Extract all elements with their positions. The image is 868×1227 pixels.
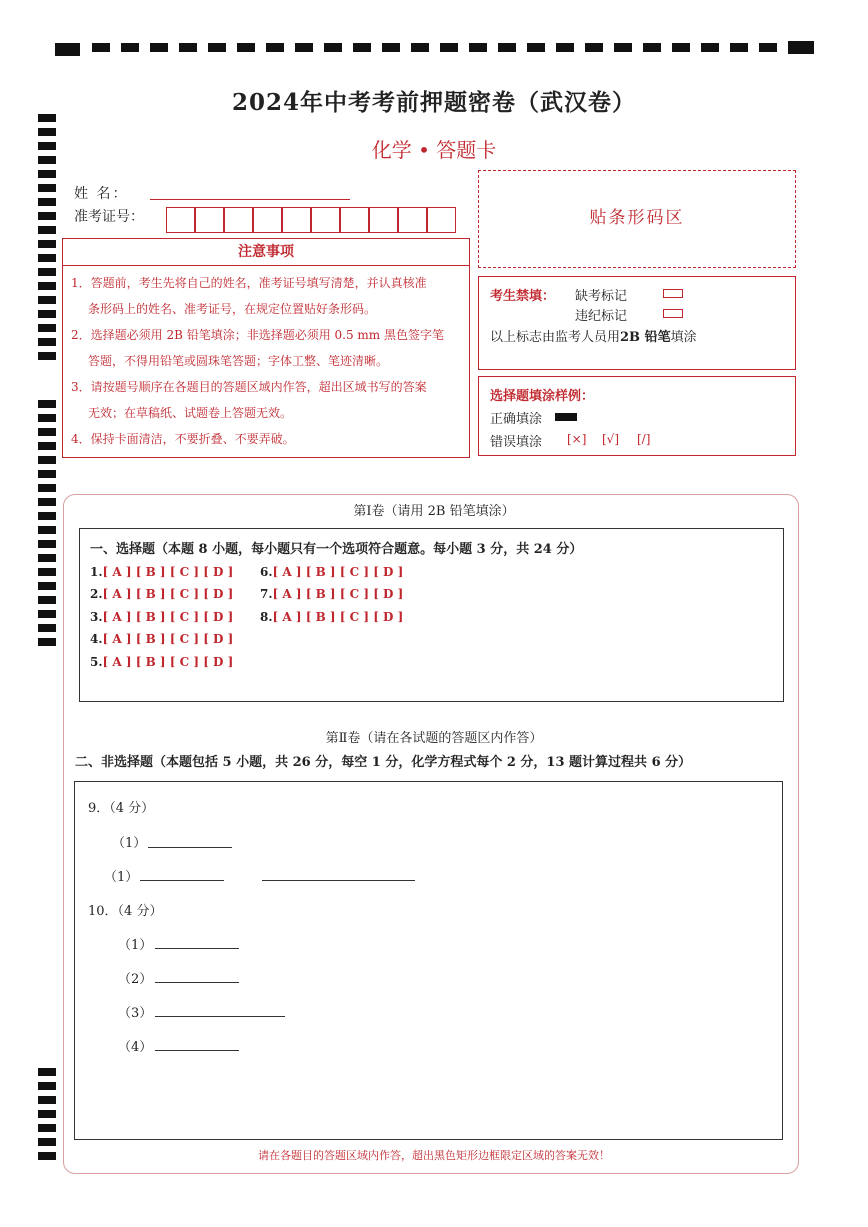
q9-answer-line[interactable] xyxy=(140,880,224,881)
choice-question-5[interactable]: 5.[ A ] [ B ] [ C ] [ D ] xyxy=(90,655,234,669)
examiner-only-box xyxy=(478,276,796,370)
q9-label: 9．（4 分） xyxy=(88,801,155,816)
choice-question-3[interactable]: 3.[ A ] [ B ] [ C ] [ D ] xyxy=(90,610,234,624)
name-field[interactable] xyxy=(150,199,350,200)
violation-mark-label: 违纪标记 xyxy=(575,309,628,324)
q9-answer-line[interactable] xyxy=(148,847,232,848)
fill-sample-box xyxy=(478,376,796,456)
q10-label: 10．（4 分） xyxy=(88,904,163,919)
notice-line: 2．选择题必须用 2B 铅笔填涂；非选择题必须用 0.5 mm 黑色签字笔 xyxy=(71,328,445,342)
notice-line: 4．保持卡面清洁，不要折叠、不要弄破。 xyxy=(71,432,295,446)
notice-line: 1．答题前，考生先将自己的姓名，准考证号填写清楚，并认真核准 xyxy=(71,276,427,290)
nonchoice-answer-box xyxy=(74,781,783,1140)
wrong-mark-slash: [/] xyxy=(637,432,651,446)
part2-heading: 第Ⅱ卷（请在各试题的答题区内作答） xyxy=(325,731,543,746)
correct-fill-mark xyxy=(555,413,577,421)
nonchoice-section-title: 二、非选择题（本题包括 5 小题，共 26 分，每空 1 分，化学方程式每个 2 分，13 题计算过程共 6 分） xyxy=(75,755,692,770)
correct-fill-label: 正确填涂 xyxy=(490,412,543,427)
q10-answer-line[interactable] xyxy=(155,1016,285,1017)
examiner-only-label: 考生禁填： xyxy=(490,289,556,304)
footer-warning: 请在各题目的答题区域内作答，超出黑色矩形边框限定区域的答案无效！ xyxy=(258,1149,610,1162)
choice-question-6[interactable]: 6.[ A ] [ B ] [ C ] [ D ] xyxy=(260,565,404,579)
choice-question-7[interactable]: 7.[ A ] [ B ] [ C ] [ D ] xyxy=(260,587,404,601)
q10-blank-label: （3） xyxy=(118,1006,153,1021)
examiner-note: 以上标志由监考人员用2B 铅笔填涂 xyxy=(490,330,697,345)
page-subtitle: 化学 • 答题卡 xyxy=(371,138,497,162)
absent-mark-label: 缺考标记 xyxy=(575,289,628,304)
fill-sample-title: 选择题填涂样例： xyxy=(490,389,595,404)
notice-line: 3．请按题号顺序在各题目的答题区域内作答，超出区域书写的答案 xyxy=(71,380,427,394)
q9-blank-label: （1） xyxy=(104,870,139,885)
q10-answer-line[interactable] xyxy=(155,948,239,949)
choice-question-4[interactable]: 4.[ A ] [ B ] [ C ] [ D ] xyxy=(90,632,234,646)
wrong-fill-label: 错误填涂 xyxy=(490,435,543,450)
violation-mark-box xyxy=(663,309,683,318)
notice-line: 无效；在草稿纸、试题卷上答题无效。 xyxy=(88,406,293,420)
absent-mark-box xyxy=(663,289,683,298)
exam-id-label: 准考证号： xyxy=(74,209,144,225)
notice-line: 答题，不得用铅笔或圆珠笔答题；字体工整、笔迹清晰。 xyxy=(88,354,389,368)
notice-line: 条形码上的姓名、准考证号，在规定位置贴好条形码。 xyxy=(88,302,377,316)
q10-blank-label: （4） xyxy=(118,1040,153,1055)
wrong-mark-check: [√] xyxy=(602,432,620,446)
q9-answer-line[interactable] xyxy=(262,880,415,881)
page-title: 2024年中考考前押题密卷（武汉卷） xyxy=(231,89,636,116)
choice-question-1[interactable]: 1.[ A ] [ B ] [ C ] [ D ] xyxy=(90,565,234,579)
q10-answer-line[interactable] xyxy=(155,982,239,983)
q10-blank-label: （1） xyxy=(118,938,153,953)
choice-question-8[interactable]: 8.[ A ] [ B ] [ C ] [ D ] xyxy=(260,610,404,624)
q9-blank-label: （1） xyxy=(112,836,147,851)
wrong-mark-cross: [×] xyxy=(567,432,587,446)
choice-question-2[interactable]: 2.[ A ] [ B ] [ C ] [ D ] xyxy=(90,587,234,601)
barcode-area: 贴条形码区 xyxy=(478,170,796,268)
q10-answer-line[interactable] xyxy=(155,1050,239,1051)
notice-heading: 注意事项 xyxy=(63,239,469,266)
name-label: 姓 名： xyxy=(74,186,129,202)
choice-section-title: 一、选择题（本题 8 小题，每小题只有一个选项符合题意。每小题 3 分，共 24 分） xyxy=(90,542,583,557)
part1-heading: 第Ⅰ卷（请用 2B 铅笔填涂） xyxy=(353,504,515,519)
notice-box xyxy=(62,238,470,458)
q10-blank-label: （2） xyxy=(118,972,153,987)
